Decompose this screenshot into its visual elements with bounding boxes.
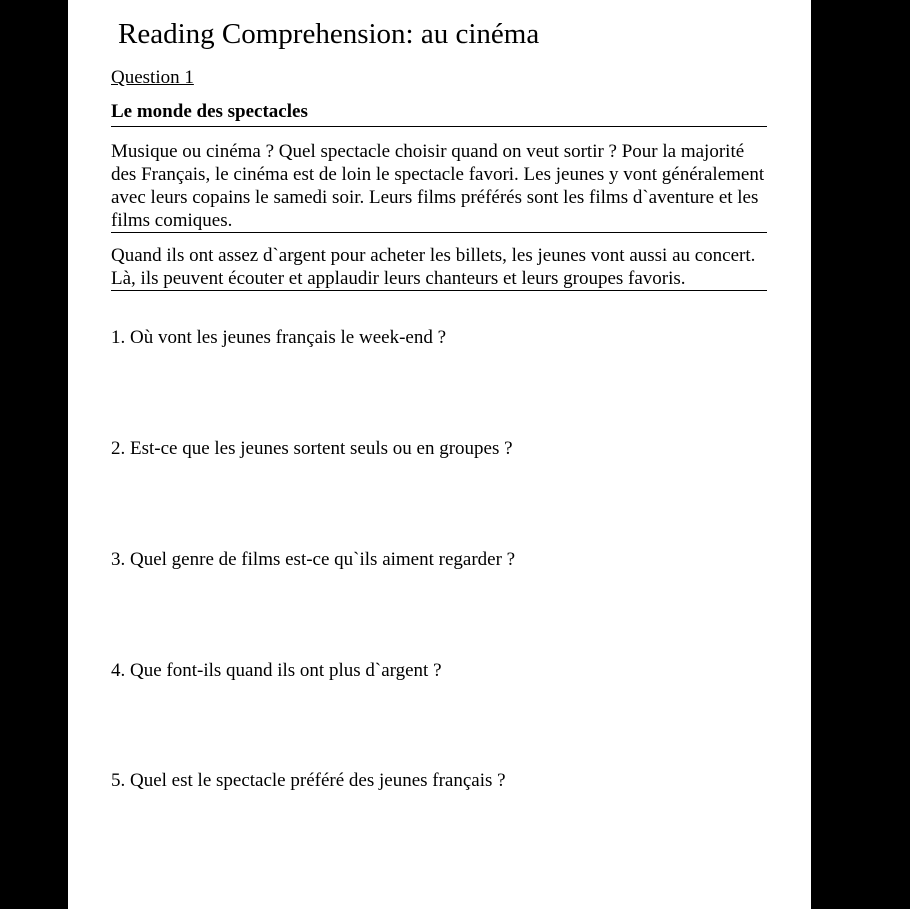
- worksheet-page: [68, 0, 811, 909]
- passage-paragraph-2: Quand ils ont assez d`argent pour acheter les billets, les jeunes vont aussi au concert. Là, ils peuvent écouter et applaudir leurs chanteurs et leurs groupes favoris.: [111, 233, 767, 291]
- question-5: 5. Quel est le spectacle préféré des jeunes français ?: [111, 770, 506, 791]
- question-1: 1. Où vont les jeunes français le week-end ?: [111, 327, 447, 348]
- question-2: 2. Est-ce que les jeunes sortent seuls ou en groupes ?: [111, 438, 513, 459]
- question-3: 3. Quel genre de films est-ce qu`ils aiment regarder ?: [111, 549, 516, 570]
- passage-title: Le monde des spectacles: [111, 100, 767, 127]
- question-4: 4. Que font-ils quand ils ont plus d`argent ?: [111, 660, 442, 681]
- page-title: Reading Comprehension: au cinéma: [118, 18, 540, 50]
- passage-paragraph-1: Musique ou cinéma ? Quel spectacle choisir quand on veut sortir ? Pour la majorité des Français, le cinéma est de loin le spectacle favori. Les jeunes y vont généralement avec leurs copains le samedi soir. Leurs films préférés sont les films d`aventure et les films comiques.: [111, 127, 767, 233]
- question-label: Question 1: [111, 67, 194, 88]
- reading-passage: [111, 100, 767, 291]
